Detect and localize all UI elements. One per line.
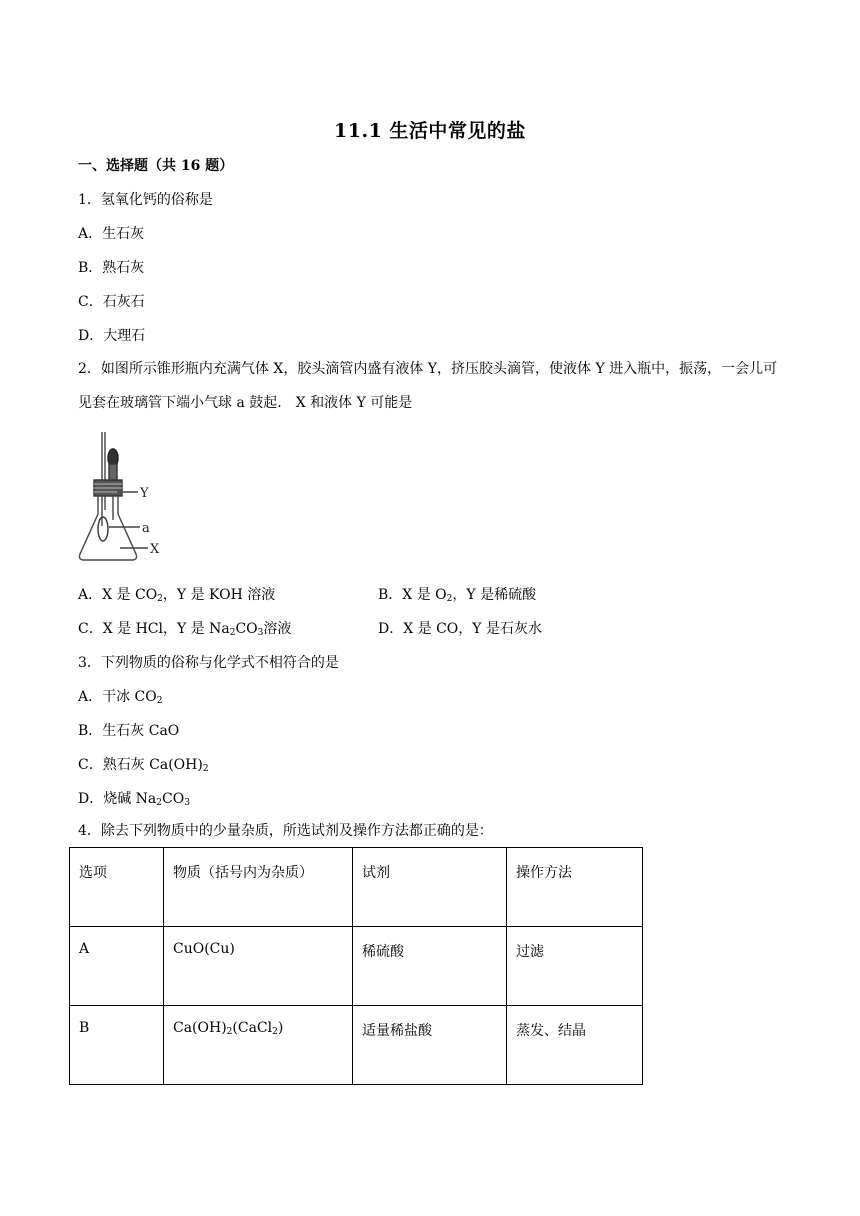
q4-table	[69, 847, 643, 1085]
header-substance: 物质（括号内为杂质）	[164, 848, 353, 927]
header-option: 选项	[70, 848, 164, 927]
q4-stem: 4．除去下列物质中的少量杂质，所选试剂及操作方法都正确的是：	[78, 823, 493, 839]
label-a: a	[142, 521, 150, 536]
q2-option-d: D．X 是 CO，Y 是石灰水	[378, 621, 542, 637]
q3-option-b: B．生石灰 CaO	[78, 723, 180, 739]
header-method: 操作方法	[507, 848, 643, 927]
q1-option-a: A．生石灰	[78, 226, 145, 242]
label-y: Y	[140, 486, 149, 501]
q3-option-c: C．熟石灰 $Ca(OH)_2$	[78, 757, 209, 774]
row-a-substance: CuO(Cu)	[164, 927, 353, 1006]
table-header-row	[70, 848, 643, 927]
flask-figure	[76, 430, 176, 566]
label-x: X	[150, 542, 160, 557]
q3-stem: 3．下列物质的俗称与化学式不相符合的是	[78, 655, 339, 671]
section-heading: 一、选择题（共 16 题）	[78, 158, 234, 174]
q1-option-c: C．石灰石	[78, 294, 145, 310]
q2-option-b: B．X 是 $O_2$，Y 是稀硫酸	[378, 587, 537, 604]
q1-stem: 1．氢氧化钙的俗称是	[78, 192, 213, 208]
q2-stem: 2．如图所示锥形瓶内充满气体 X，胶头滴管内盛有液体 Y，挤压胶头滴管，使液体 Y 进入瓶中，振荡，一会儿可见套在玻璃管下端小气球 a 鼓起． X 和液体 Y 可能是	[78, 361, 778, 411]
q2-option-a: A．X 是 $CO_2$，Y 是 KOH 溶液	[78, 587, 276, 604]
table-row	[70, 927, 643, 1006]
row-b-option: B	[70, 1006, 164, 1085]
q1-option-d: D．大理石	[78, 328, 146, 344]
document-title: 11.1 生活中常见的盐	[334, 120, 526, 142]
q3-option-a: A．干冰 $CO_2$	[78, 689, 163, 706]
row-b-substance: $Ca(OH)_2(CaCl_2)$	[164, 1006, 353, 1085]
row-a-option: A	[70, 927, 164, 1006]
row-a-method: 过滤	[507, 927, 643, 1006]
table-row	[70, 1006, 643, 1085]
row-b-reagent: 适量稀盐酸	[353, 1006, 507, 1085]
q2-option-c: C．X 是 HCl，Y 是 $Na_2CO_3$溶液	[78, 621, 292, 638]
header-reagent: 试剂	[353, 848, 507, 927]
row-a-reagent: 稀硫酸	[353, 927, 507, 1006]
q1-option-b: B．熟石灰	[78, 260, 145, 276]
q3-option-d: D．烧碱 $Na_2CO_3$	[78, 791, 190, 808]
row-b-method: 蒸发、结晶	[507, 1006, 643, 1085]
balloon	[98, 517, 108, 541]
